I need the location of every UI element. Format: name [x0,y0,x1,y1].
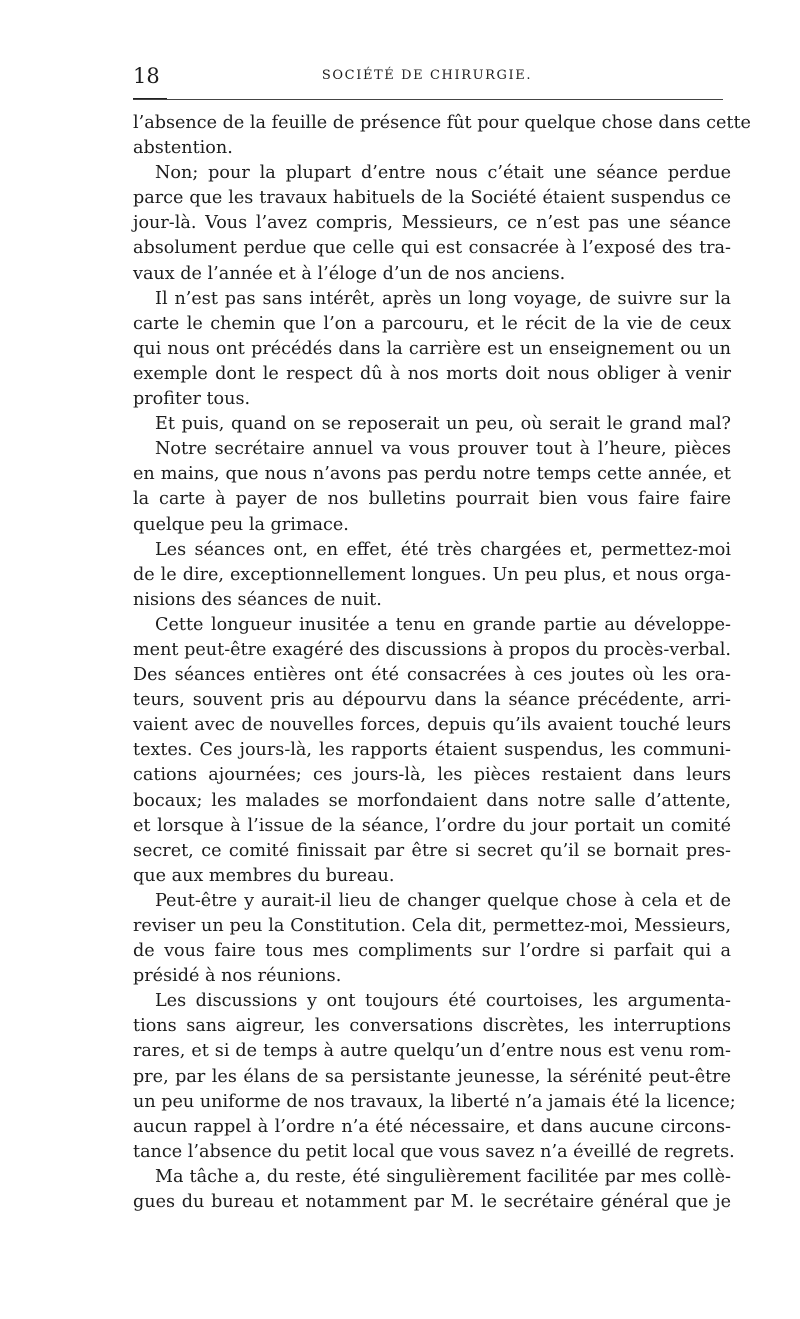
text-line: nisions des séances de nuit. [133,589,382,610]
text-line: vaux de l’année et à l’éloge d’un de nos anciens. [133,263,566,284]
text-line: Non; pour la plupart d’entre nous c’était une séance perdue [155,163,731,184]
text-line: cations ajournées; ces jours-là, les pièces restaient dans leurs [133,765,731,786]
text-line: tions sans aigreur, les conversations discrètes, les interruptions [133,1016,731,1037]
running-title: SOCIÉTÉ DE CHIRURGIE. [321,68,533,83]
text-line: un peu uniforme de nos travaux, la liberté n’a jamais été la licence; [133,1091,736,1112]
text-line: aucun rappel à l’ordre n’a été nécessaire, et dans aucune circons- [133,1116,731,1137]
text-line: absolument perdue que celle qui est consacrée à l’exposé des tra- [133,238,731,259]
text-line: profiter tous. [133,389,251,410]
text-line: rares, et si de temps à autre quelqu’un d’entre nous est venu rom- [133,1041,731,1062]
text-line: Peut-être y aurait-il lieu de changer quelque chose à cela et de [155,890,731,911]
text-line: textes. Ces jours-là, les rapports étaient suspendus, les communi- [133,740,731,761]
text-line: secret, ce comité finissait par être si secret qu’il se bornait pres- [133,840,731,861]
page-header [133,62,721,92]
header-rule [133,99,723,100]
text-line: reviser un peu la Constitution. Cela dit, permettez-moi, Messieurs, [133,916,731,936]
text-line: teurs, souvent pris au dépourvu dans la séance précédente, arri- [133,690,731,711]
text-line: Les discussions y ont toujours été courtoises, les argumenta- [155,991,731,1012]
body-text [133,111,751,1215]
text-line: Des séances entières ont été consacrées à ces joutes où les ora- [133,665,731,686]
text-line: Ma tâche a, du reste, été singulièrement facilitée par mes collè- [155,1166,731,1187]
text-line: Notre secrétaire annuel va vous prouver tout à l’heure, pièces [155,439,731,460]
text-line: de le dire, exceptionnellement longues. Un peu plus, et nous orga- [133,564,731,585]
text-line: en mains, que nous n’avons pas perdu notre temps cette année, et [133,464,731,485]
text-line: pre, par les élans de sa persistante jeunesse, la sérénité peut-être [133,1066,731,1087]
text-line: et lorsque à l’issue de la séance, l’ordre du jour portait un comité [133,815,731,836]
text-line: jour-là. Vous l’avez compris, Messieurs, ce n’est pas une séance [133,213,731,234]
text-line: de vous faire tous mes compliments sur l’ordre si parfait qui a [133,941,731,962]
text-line: Les séances ont, en effet, été très chargées et, permettez-moi [155,539,731,560]
text-line: présidé à nos réunions. [133,966,342,987]
text-line: ment peut-être exagéré des discussions à propos du procès-verbal. [133,639,731,660]
text-line: qui nous ont précédés dans la carrière est un enseignement ou un [133,338,731,359]
text-line: Il n’est pas sans intérêt, après un long voyage, de suivre sur la [155,288,731,309]
text-line: parce que les travaux habituels de la Société étaient suspendus ce [133,188,731,209]
text-line: gues du bureau et notamment par M. le secrétaire général que je [133,1192,731,1213]
text-line: l’absence de la feuille de présence fût pour quelque chose dans cette [133,113,751,133]
text-line: bocaux; les malades se morfondaient dans notre salle d’attente, [133,790,731,811]
text-line: abstention. [133,138,233,159]
text-line: Cette longueur inusitée a tenu en grande partie au développe- [155,614,731,635]
page-number: 18 [133,64,160,88]
text-line: que aux membres du bureau. [133,865,395,886]
text-line: quelque peu la grimace. [133,514,349,535]
text-line: Et puis, quand on se reposerait un peu, où serait le grand mal? [155,414,731,435]
text-line: tance l’absence du petit local que vous savez n’a éveillé de regrets. [133,1141,735,1162]
text-line: vaient avec de nouvelles forces, depuis qu’ils avaient touché leurs [133,715,731,736]
text-line: exemple dont le respect dû à nos morts doit nous obliger à venir [133,363,731,384]
text-line: la carte à payer de nos bulletins pourrait bien vous faire faire [133,489,731,510]
text-line: carte le chemin que l’on a parcouru, et le récit de la vie de ceux [133,313,731,334]
